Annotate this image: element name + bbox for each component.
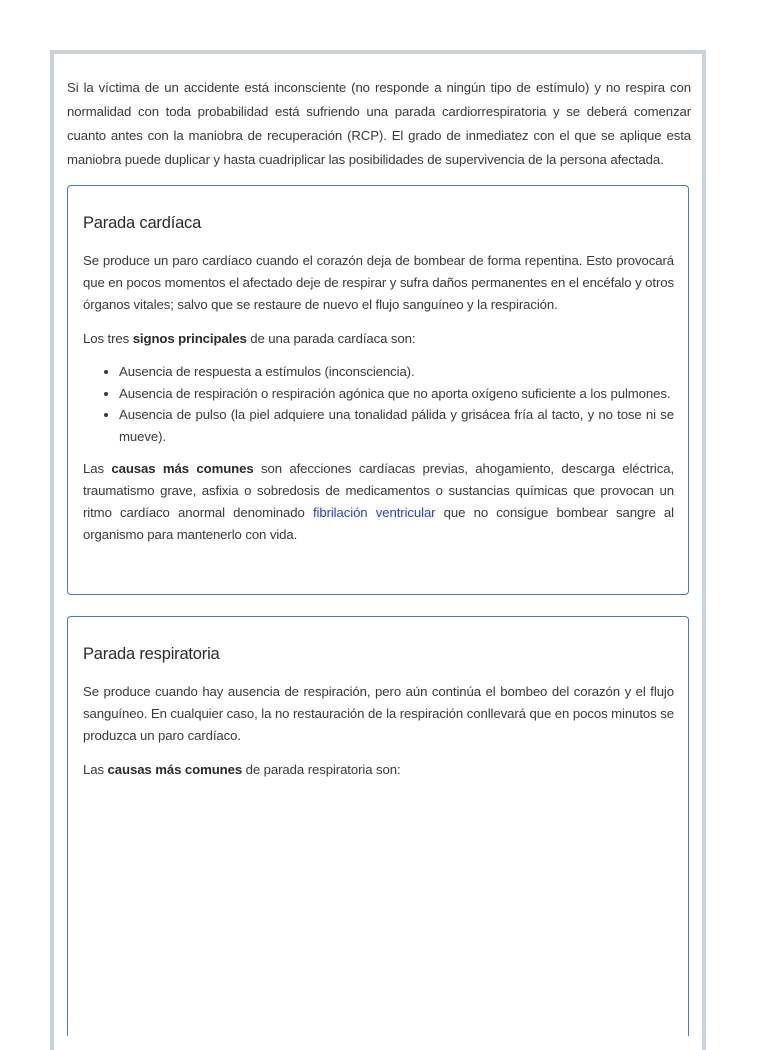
respiratory-causes-intro [83, 759, 674, 781]
cardiac-arrest-title: Parada cardíaca [83, 214, 202, 232]
cardiac-causes-paragraph [83, 458, 674, 546]
cardiac-causes-prefix: Las [83, 461, 112, 476]
respiratory-causes-suffix: de parada respiratoria son: [242, 762, 401, 777]
list-item: • Ausencia de respuesta a estímulos (inconsciencia). [119, 361, 674, 383]
cardiac-arrest-description: Se produce un paro cardíaco cuando el corazón deja de bombear de forma repentina. Esto provocará que en pocos momentos el afectado deje de respirar y sufra daños permanentes en el encéfalo y otros órganos vitales; salvo que se restaure de nuevo el flujo sanguíneo y la respiración. [83, 253, 674, 312]
respiratory-causes-prefix: Las [83, 762, 108, 777]
intro-paragraph: Si la víctima de un accidente está inconsciente (no responde a ningún tipo de estímulo) y no respira con normalidad con toda probabilidad está sufriendo una parada cardiorrespiratoria y se deberá comenzar cuanto antes con la maniobra de recuperación (RCP). El grado de inmediatez con el que se aplique esta maniobra puede duplicar y hasta cuadriplicar las posibilidades de supervivencia de la persona afectada. [67, 80, 691, 167]
respiratory-arrest-card [67, 616, 689, 1036]
respiratory-arrest-description: Se produce cuando hay ausencia de respiración, pero aún continúa el bombeo del corazón y el flujo sanguíneo. En cualquier caso, la no restauración de la respiración conllevará que en pocos minutos se produzca un paro cardíaco. [83, 684, 674, 743]
cardiac-causes-bold: causas más comunes [111, 461, 254, 476]
cardiac-causes-suffix: que no consigue bombear sangre al organismo para mantenerlo con vida. [83, 505, 674, 542]
cardiac-signs-intro [83, 328, 674, 350]
cardiac-causes-middle: son afecciones cardíacas previas, ahogamiento, descarga eléctrica, traumatismo grave, asfixia o sobredosis de medicamentos o sustancias químicas que provocan un ritmo cardíaco anormal denominado [83, 461, 675, 520]
list-item: • Ausencia de respiración o respiración agónica que no aporta oxígeno suficiente a los pulmones. [119, 383, 674, 405]
cardiac-signs-list [83, 361, 674, 447]
respiratory-causes-bold: causas más comunes [107, 762, 243, 777]
cardiac-signs-suffix: de una parada cardíaca son: [246, 331, 416, 346]
cardiac-signs-bold: signos principales [132, 331, 247, 346]
cardiac-signs-prefix: Los tres [83, 331, 133, 346]
ventricular-fibrillation-link[interactable]: fibrilación ventricular [312, 505, 436, 520]
list-item: • Ausencia de pulso (la piel adquiere una tonalidad pálida y grisácea fría al tacto, y no tose ni se mueve). [119, 404, 674, 447]
cardiac-arrest-card [67, 185, 689, 595]
respiratory-arrest-title: Parada respiratoria [83, 645, 220, 663]
